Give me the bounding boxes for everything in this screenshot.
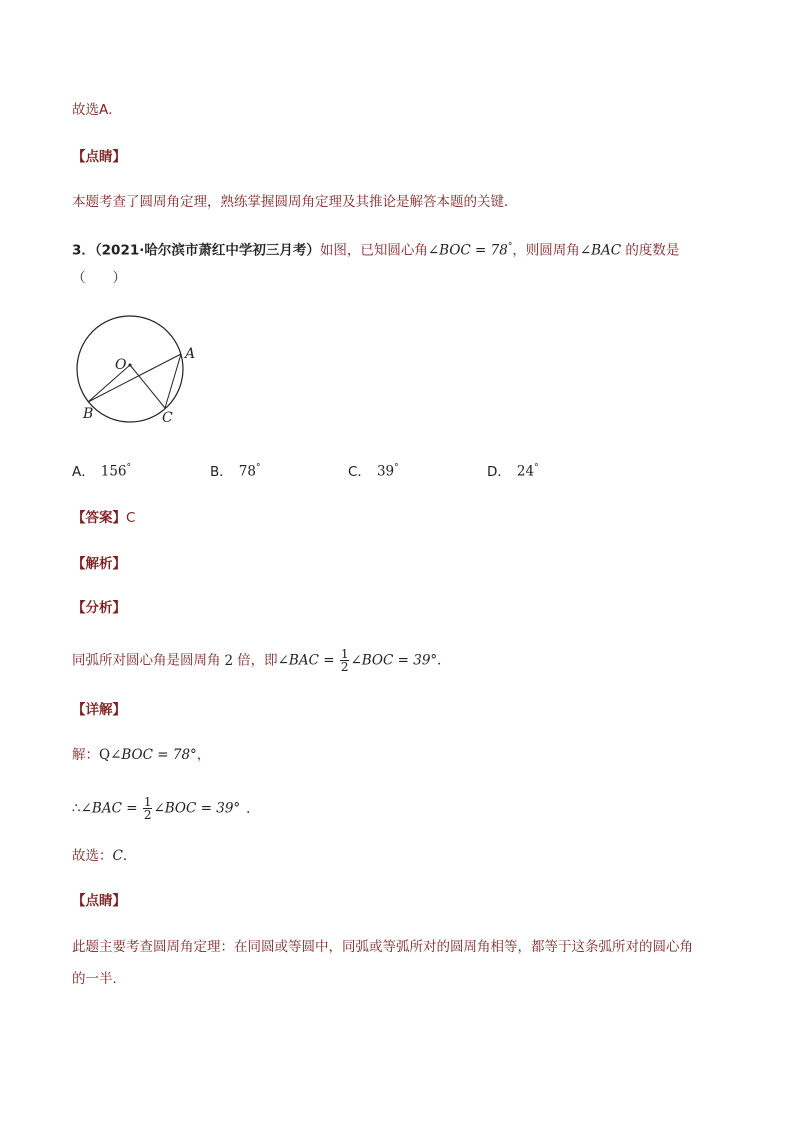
prev-conclusion: 故选A． <box>72 102 122 118</box>
option-a: A． 156° <box>72 463 132 480</box>
option-d: D． 24° <box>487 463 539 480</box>
prev-comment-heading: 【点睛】 <box>72 149 126 165</box>
fraction-one-half: $\frac{1}{2}$ <box>340 647 349 674</box>
point-o <box>129 364 132 367</box>
label-c: C <box>162 410 173 426</box>
comment-line1: 此题主要考查圆周角定理：在同圆或等圆中，同弧或等弧所对的圆周角相等，都等于这条弧所对的圆心角 <box>72 939 693 955</box>
circle-figure <box>70 312 210 432</box>
answer-blank: （ ） <box>72 270 126 286</box>
question-number: 3． <box>72 242 95 259</box>
label-a: A <box>185 346 196 362</box>
fraction-one-half-2: $\frac{1}{2}$ <box>143 795 152 822</box>
segment-ba <box>88 354 181 402</box>
analysis-heading: 【解析】 <box>72 556 126 572</box>
answer-line <box>72 508 135 528</box>
stem-part-c: 的度数是 <box>621 242 680 259</box>
fenxi-heading: 【分析】 <box>72 600 126 616</box>
answer-heading: 【答案】 <box>72 510 126 526</box>
label-o: O <box>115 357 127 373</box>
stem-angle-boc: ∠BOC = 78 <box>427 242 508 259</box>
comment-heading: 【点睛】 <box>72 893 126 909</box>
detail-heading: 【详解】 <box>72 702 126 718</box>
question-stem <box>72 237 679 261</box>
label-b: B <box>83 406 94 422</box>
stem-part-b: ，则圆周角 <box>512 242 580 259</box>
stem-angle-bac: ∠BAC <box>579 242 622 259</box>
prev-comment-text: 本题考查了圆周角定理，熟练掌握圆周角定理及其推论是解答本题的关键． <box>72 194 518 210</box>
answer-value: C <box>126 510 136 526</box>
stem-part-a: 如图，已知圆心角 <box>319 242 428 259</box>
option-c: C． 39° <box>348 463 399 480</box>
stem-degree: ° <box>507 242 513 252</box>
detail-line1: 解：Q∠BOC = 78°， <box>72 747 211 763</box>
option-b: B． 78° <box>210 463 261 480</box>
detail-choose: 故选：C． <box>72 848 137 864</box>
fenxi-text: 同弧所对圆心角是圆周角 2 倍，即∠BAC = $\frac{1}{2}$ ∠BOC = 39°． <box>72 647 451 674</box>
question-source: （2021·哈尔滨市萧红中学初三月考） <box>94 242 320 259</box>
comment-line2: 的一半． <box>72 971 126 987</box>
detail-line2: ∴∠BAC = $\frac{1}{2}$ ∠BOC = 39° ． <box>72 795 260 822</box>
